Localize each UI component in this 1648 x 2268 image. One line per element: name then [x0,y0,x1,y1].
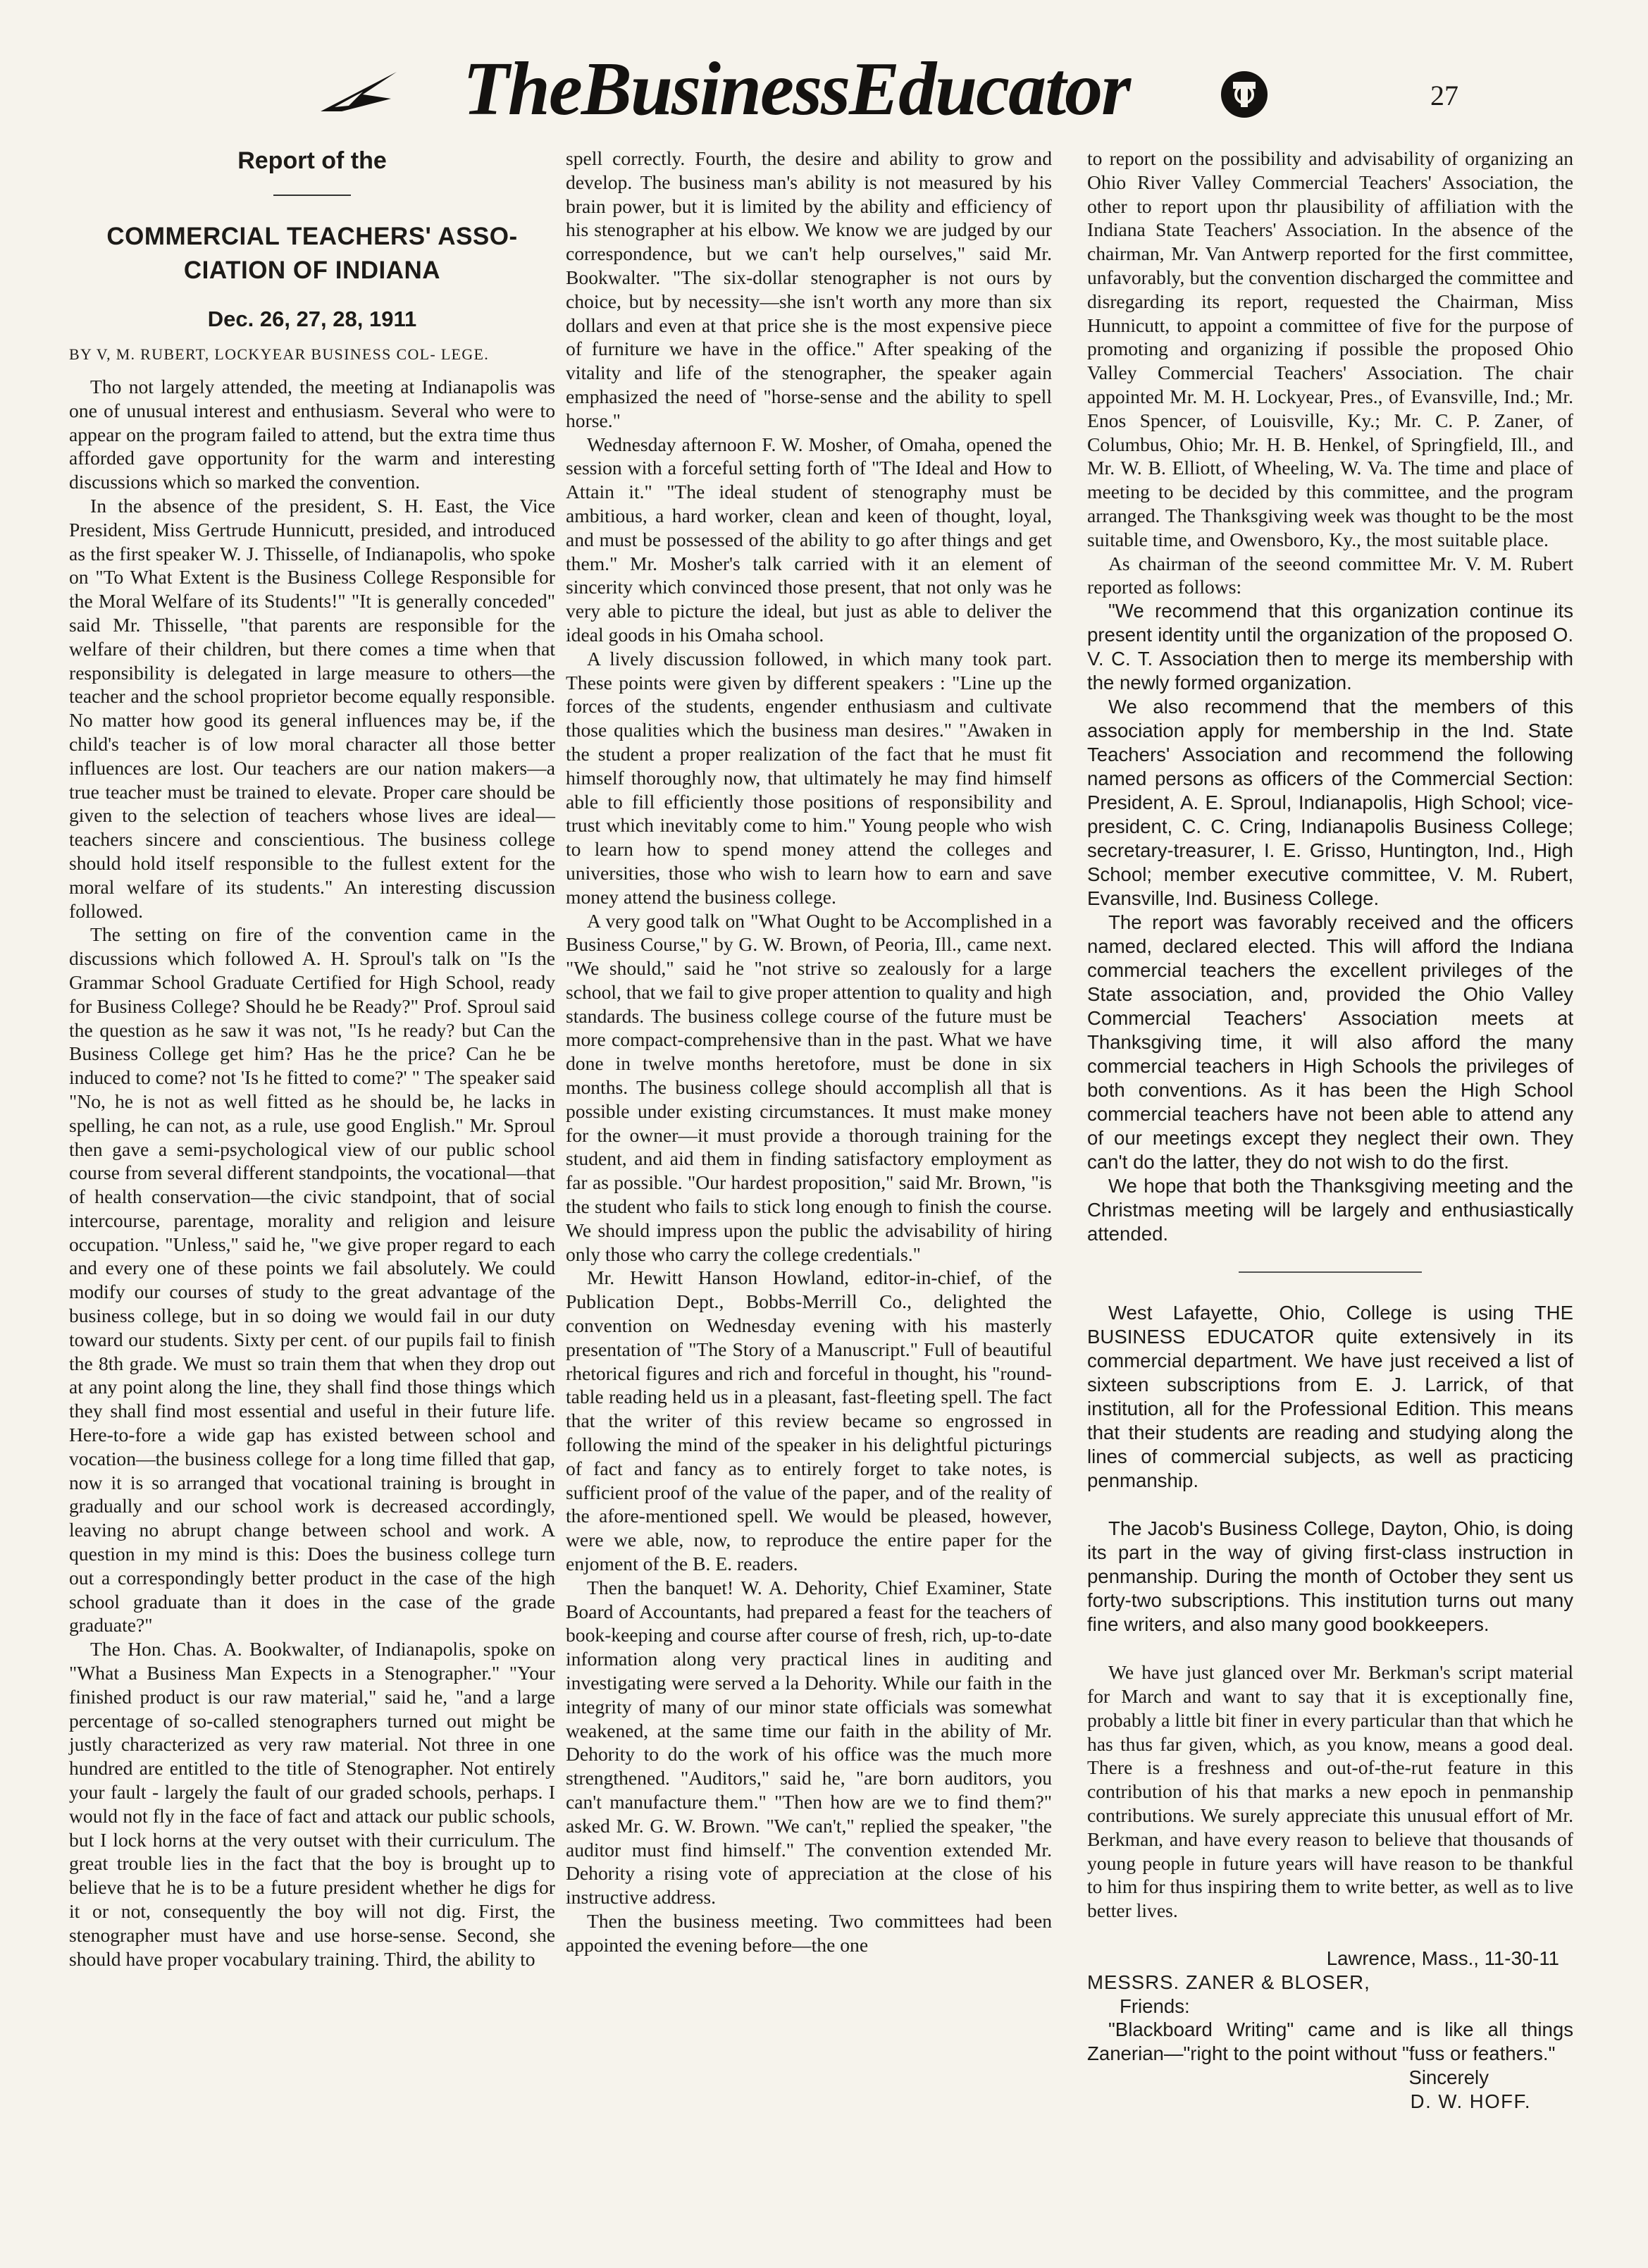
article-paragraph: In the absence of the president, S. H. East, the Vice President, Miss Gertrude Hunnicutt, presided, and introduced as the first speaker W. J. Thisselle, of Indianapolis, who spoke on "To What Extent is the Business College Responsible for the Moral Welfare of its Students!" "It is generally conceded" said Mr. Thisselle, "that parents are responsible for the welfare of their children, but there comes a time when that responsibility is delegated in large measure to others—the teacher and the school proprietor become equally responsible. No matter how good its general influences may be, if the child's teacher is of low moral character all those better influences are lost. Our teachers are our nation makers—a true teacher must be trained to elevate. Proper care should be given to the selection of teachers whose lives are ideal—teachers sincere and conscientious. The business college should hold itself responsible to the fullest extent for the moral welfare of its students." An interesting discussion followed. [69,494,555,922]
article-paragraph: A lively discussion followed, in which many took part. These points were given by different speakers : "Line up the forces of the students, engender enthusiasm and cultivate those qualities which the business man desires." "Awaken in the student a proper realization of the fact that he must fit himself thoroughly now, that ultimately he may find himself able to fill efficiently those positions of responsibility and trust which inevitably come to him." Young people who wish to learn how to spend money attend the colleges and universities, those who wish to learn how to earn and save money attend the business college. [566,647,1052,908]
masthead [0,0,1648,141]
article-paragraph: A very good talk on "What Ought to be Accomplished in a Business Course," by G. W. Brown, of Peoria, Ill., came next. "We should," said he "not strive so zealously for a large school, that we fail to give proper attention to quality and high standards. The business college course of the future must be more compact-comprehensive than in the past. What we have done in twelve months heretofore, must be done in six months. The business college should accomplish all that is possible under existing circumstances. It must make money for the owner—it must provide a thorough training for the student, and aid them in finding satisfactory employment as far as possible. "Our hardest proposition," said Mr. Brown, "is the student who fails to stick long enough to finish the course. We should impress upon the public the advisability of hiring only those who carry the college credentials." [566,909,1052,1265]
news-note: West Lafayette, Ohio, College is using THE BUSINESS EDUCATOR quite extensively in its commercial department. We have just received a list of sixteen subscriptions from E. J. Larrick, of that institution, all for the Professional Edition. This means that their students are reading and studying along the lines of commercial subjects, as well as practicing penmanship. [1087,1302,1573,1492]
letter-signoff: Sincerely [1408,2066,1489,2088]
article-byline: BY V, M. RUBERT, LOCKYEAR BUSINESS COL- LEGE. [69,345,490,363]
committee-report: "We recommend that this organization continue its present identity until the organization of the proposed O. V. C. T. Association then to merge its membership with the newly formed organization. [1087,600,1573,694]
article-dates: Dec. 26, 27, 28, 1911 [207,307,417,331]
letter-friends: Friends: [1120,1995,1190,2017]
news-note: We have just glanced over Mr. Berkman's script material for March and want to say that it is exceptionally fine, probably a little bit finer in every particular than that which he has thus far given, which, as you know, means a good deal. There is a freshness and out-of-the-rut feature in this contribution of his that marks a new epoch in penmanship contributions. We surely appreciate this unusual effort of Mr. Berkman, and have every reason to believe that thousands of young people in future years will have reason to be thankful to him for thus inspiring them to write better, as well as to live better lives. [1087,1661,1573,1922]
article-title: COMMERCIAL TEACHERS' ASSO- CIATION OF INDIANA [106,223,518,284]
section-divider [1239,1271,1422,1273]
committee-report: We also recommend that the members of this association apply for membership in the Ind. State Teachers' Association and recommend the following named persons as officers of the Commercial Section: President, A. E. Sproul, Indianapolis, High School; vice-president, C. C. Cring, Indianapolis Business College; secretary-treasurer, I. E. Grisso, Huntington, Ind., High School; member executive committee, V. M. Rubert, Evansville, Ind. Business College. [1087,696,1573,910]
article-paragraph: The report was favorably received and the officers named, declared elected. This will afford the Indiana commercial teachers the excellent privileges of the State association, and, provided the Ohio Valley Commercial Teachers' Association meets at Thanksgiving time, it will also afford the many commercial teachers in High Schools the privileges of both conventions. As it has been the High School commercial teachers have not been able to attend any of our meetings except they neglect their own. They can't do the latter, they do not wish to do the first. [1087,911,1573,1173]
page-number: 27 [1430,80,1458,111]
letter-salutation: MESSRS. ZANER & BLOSER, [1087,1971,1370,1993]
letter [1087,1947,1573,2114]
report-label: Report of the [237,147,387,174]
article-paragraph: Wednesday afternoon F. W. Mosher, of Omaha, opened the session with a forceful setting forth of "The Ideal and How to Attain it." "The ideal student of stenography must be ambitious, a hard worker, clean and keen of thought, loyal, and must be possessed of the ability to go after things and get them." Mr. Mosher's talk carried with it an element of sincerity which convinced those present, that not only was he very able to picture the ideal, but just as able to deliver the ideal goods in his Omaha school. [566,433,1052,646]
column-3 [1087,147,1573,2113]
column-2 [566,147,1052,1957]
quill-icon [321,70,398,113]
article-paragraph: We hope that both the Thanksgiving meeting and the Christmas meeting will be largely and enthusiastically attended. [1087,1175,1573,1245]
letter-body: "Blackboard Writing" came and is like all things Zanerian—"right to the point without "fuss or feathers." [1087,2019,1573,2065]
masthead-title: TheBusinessEducator [462,47,1130,131]
article-paragraph: Then the banquet! W. A. Dehority, Chief Examiner, State Board of Accountants, had prepared a feast for the teachers of book-keeping and course after course of fresh, rich, up-to-date information along very practical lines in auditing and investigating were served a la Dehority. While our faith in the integrity of many of our minor state officials was somewhat weakened, at the same time our faith in the ability of Mr. Dehority to do the work of his office was the much more strengthened. "Auditors," said he, "are born auditors, you can't manufacture them." "Then how are we to find them?" asked Mr. G. W. Brown. "We can't," replied the speaker, "the auditor must find himself." The convention extended Mr. Dehority a rising vote of appreciation at the close of his instructive address. [566,1576,1052,1909]
letter-signer: D. W. HOFF. [1410,2090,1531,2112]
article-paragraph: The setting on fire of the convention came in the discussions which followed A. H. Sproul's talk on "Is the Grammar School Graduate Certified for High School, ready for Business College? Should he be Ready?" Prof. Sproul said the question as he saw it was not, "Is he ready? but Can the Business College get him? Has he the price? Can he be induced to come? not 'Is he fitted to come?' " The speaker said "No, he is not as well fitted as he should be, he lacks in spelling, he can not, as a rule, use good English." Mr. Sproul then gave a semi-psychological view of our public school course from several different standpoints, the vocational—that of health conservation—the civic standpoint, that of social intercourse, parentage, morality and religion and leisure occupation. "Unless," said he, "we give proper regard to each and every one of these points we fail absolutely. We could modify our courses of study to the great advantage of the business college, but in so doing we would fail in our duty toward our students. Sixty per cent. of our pupils fail to finish the 8th grade. We must so train them that when they drop out at any point along the line, they shall find those things which they shall find most essential and useful in their future life. Here-to-fore a wide gap has existed between school and vocation—the business college for a long time filled that gap, now it is so arranged that vocational training is brought in gradually and our school work is decreased accordingly, leaving no abrupt change between school and work. A question in my mind is this: Does the business college turn out a correspondingly better product in the case of the high school graduate than it does in the case of the grade graduate?" [69,923,555,1637]
title-rule [273,195,351,196]
article-paragraph: Then the business meeting. Two committees had been appointed the evening before—the one [566,1909,1052,1956]
article-paragraph: Tho not largely attended, the meeting at Indianapolis was one of unusual interest and enthusiasm. Several who were to appear on the program failed to attend, but the extra time thus afforded gave opportunity for the warm and interesting discussions which so marked the convention. [69,376,555,493]
article-paragraph: The Hon. Chas. A. Bookwalter, of Indianapolis, spoke on "What a Business Man Expects in a Stenographer." "Your finished product is our raw material," said he, "and a large percentage of so-called stenographers turned out might be justly characterized as very raw material. Not three in one hundred are entitled to the title of Stenographer. Not entirely your fault - largely the fault of our graded schools, perhaps. I would not fly in the face of fact and attack our public schools, but I lock horns at the very outset with their curriculum. The great trouble lies in the fact that the boy is brought up to believe that he is to be a future president whether he digs for it or not, consequently the boy will not dig. First, the stenographer must have and use horse-sense. Second, she should have proper vocabulary training. Third, the ability to [69,1638,555,1970]
article-paragraph: As chairman of the seeond committee Mr. V. M. Rubert reported as follows: [1087,552,1573,598]
column-1 [69,147,555,1971]
news-note: The Jacob's Business College, Dayton, Ohio, is doing its part in the way of giving first-class instruction in penmanship. During the month of October they sent us forty-two subscriptions. This institution turns out many fine writers, and also many good bookkeepers. [1087,1517,1573,1636]
article-paragraph: Mr. Hewitt Hanson Howland, editor-in-chief, of the Publication Dept., Bobbs-Merrill Co., delighted the convention on Wednesday evening with his masterly presentation of "The Story of a Manuscript." Full of beautiful rhetorical figures and rich and forceful in thought, his "round-table reading held us in a pleasant, fast-fleeting spell. The fact that the writer of this review became so engrossed in following the mind of the speaker in his delightful picturings of fact and fancy as to entirely forget to take notes, is sufficient proof of the value of the paper, and of the reality of the afore-mentioned spell. We would be pleased, however, were we able, now, to reproduce the entire paper for the enjoment of the B. E. readers. [566,1266,1052,1575]
article-paragraph: to report on the possibility and advisability of organizing an Ohio River Valley Commercial Teachers' Association, the other to report upon thr plausibility of affiliation with the Indiana State Teachers' Association. In the absence of the chairman, Mr. Van Antwerp reported for the first committee, unfavorably, but the convention discharged the committee and disregarding its report, requested the Chairman, Miss Hunnicutt, to appoint a committee of five for the purpose of promoting and organizing if possible the proposed Ohio Valley Commercial Teachers' Association. The chair appointed Mr. M. H. Lockyear, Pres., of Evansville, Ind.; Mr. Enos Spencer, of Louisville, Ky.; Mr. C. P. Zaner, of Columbus, Ohio; Mr. H. B. Henkel, of Springfield, Ill., and Mr. W. B. Elliott, of Wheeling, W. Va. The time and place of meeting to be decided by this committee, and the program arranged. The Thanksgiving week was thought to be the most suitable time, and Owensboro, Ky., the most suitable place. [1087,147,1573,550]
letter-place-date: Lawrence, Mass., 11-30-11 [1326,1947,1559,1969]
article-paragraph: spell correctly. Fourth, the desire and ability to grow and develop. The business man's ability is not measured by his brain power, but it is limited by the ability and efficiency of his stenographer at his elbow. We know we are judged by our correspondence, but we can't help ourselves," said Mr. Bookwalter. "The six-dollar stenographer is not ours by choice, but by necessity—she isn't worth any more than six dollars and even at that price she is the most expensive piece of furniture we have in the office." After speaking of the vitality and life of the stenographer, the speaker again emphasized the need of "horse-sense and the ability to spell horse." [566,147,1052,431]
emblem-icon [1219,69,1270,120]
